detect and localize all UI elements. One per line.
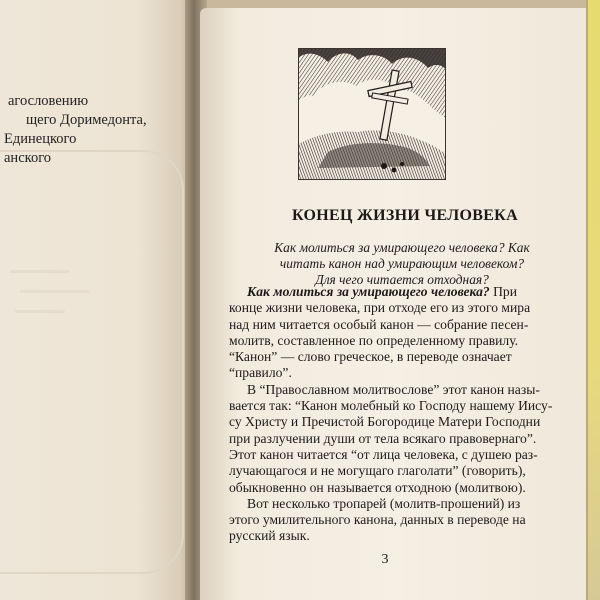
- body-line: В “Православном молитвослове” этот канон назы-: [247, 381, 540, 397]
- subtitle-line: читать канон над умирающим человеком?: [279, 256, 525, 271]
- body-line: этого умилительного канона, данных в переводе на: [229, 512, 526, 528]
- blessing-line: Единецкого: [4, 131, 77, 147]
- body-line: Вот несколько тропарей (молитв-прошений) из: [247, 495, 521, 511]
- body-line: конце жизни человека, при отходе его из этого мира: [229, 300, 531, 316]
- body-line: при разлучении души от тела всякаго правовернаго”.: [229, 430, 537, 446]
- subtitle-line: Для чего читается отходная?: [315, 272, 489, 287]
- cross-grave-illustration: [298, 48, 446, 180]
- blessing-line: щего Доримедонта,: [26, 112, 147, 128]
- bold-italic-lead: Как молиться за умирающего человека?: [247, 284, 490, 299]
- body-line: су Христу и Пречистой Богородице Матери Господни: [229, 414, 541, 430]
- body-line: вается так: “Канон молебный ко Господу нашему Иису-: [229, 398, 553, 414]
- body-line: обыкновенно он называется отходною (молитвою).: [229, 479, 526, 495]
- body-line: “Канон” — слово греческое, в переводе означает: [229, 349, 512, 365]
- page-number: 3: [381, 552, 389, 567]
- chapter-title: КОНЕЦ ЖИЗНИ ЧЕЛОВЕКА: [292, 207, 518, 224]
- body-line: русский язык.: [229, 528, 310, 544]
- cross-grave-icon: [298, 48, 446, 180]
- chapter-subtitle: [232, 240, 572, 288]
- blessing-line: анского: [4, 150, 52, 166]
- sticky-tab: [588, 0, 600, 600]
- subtitle-line: Как молиться за умирающего человека? Как: [274, 240, 530, 255]
- paragraph-1-first-line: [229, 284, 567, 300]
- left-page-blessing: [4, 92, 194, 168]
- body-text: [229, 284, 567, 545]
- body-line: Этот канон читается “от лица человека, с душею раз-: [229, 446, 538, 462]
- blessing-line: агословению: [8, 93, 89, 109]
- body-line: молитв, составленное по определенному правилу.: [229, 332, 519, 348]
- left-page-decorative-frame: [0, 150, 184, 574]
- body-line: лучающагося и не могущаго глаголати” (говорить),: [229, 463, 526, 479]
- body-line: над ним читается особый канон — собрание песен-: [229, 316, 529, 332]
- left-page: [0, 0, 196, 600]
- body-line: “правило”.: [229, 365, 292, 381]
- lead-continuation: При: [489, 284, 517, 299]
